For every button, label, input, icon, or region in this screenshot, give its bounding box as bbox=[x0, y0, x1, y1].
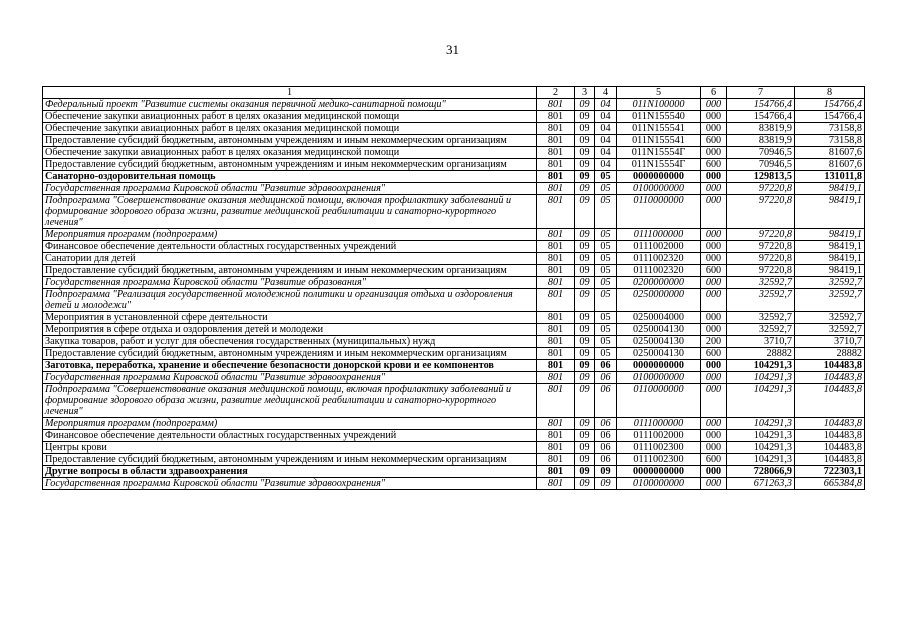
table-row bbox=[43, 229, 865, 241]
target-article-cell: 0111002000 bbox=[617, 430, 701, 442]
admin-code-cell: 801 bbox=[537, 99, 575, 111]
expense-type-cell: 000 bbox=[701, 442, 727, 454]
expense-type-cell: 600 bbox=[701, 159, 727, 171]
amount-year1-cell: 97220,8 bbox=[727, 183, 795, 195]
amount-year1-cell: 104291,3 bbox=[727, 360, 795, 372]
target-article-cell: 0250004000 bbox=[617, 312, 701, 324]
section-cell: 09 bbox=[575, 478, 595, 490]
section-cell: 09 bbox=[575, 384, 595, 418]
table-row bbox=[43, 135, 865, 147]
section-cell: 09 bbox=[575, 348, 595, 360]
target-article-cell: 0111000000 bbox=[617, 229, 701, 241]
subsection-cell: 06 bbox=[595, 360, 617, 372]
row-name-cell: Мероприятия в установленной сфере деятельности bbox=[43, 312, 537, 324]
amount-year2-cell: 32592,7 bbox=[795, 324, 865, 336]
amount-year2-cell: 32592,7 bbox=[795, 289, 865, 312]
admin-code-cell: 801 bbox=[537, 360, 575, 372]
amount-year2-cell: 81607,6 bbox=[795, 147, 865, 159]
expense-type-cell: 000 bbox=[701, 324, 727, 336]
admin-code-cell: 801 bbox=[537, 277, 575, 289]
amount-year2-cell: 3710,7 bbox=[795, 336, 865, 348]
subsection-cell: 05 bbox=[595, 265, 617, 277]
expense-type-cell: 000 bbox=[701, 183, 727, 195]
amount-year1-cell: 32592,7 bbox=[727, 289, 795, 312]
section-cell: 09 bbox=[575, 430, 595, 442]
expense-type-cell: 000 bbox=[701, 466, 727, 478]
target-article-cell: 0111000000 bbox=[617, 418, 701, 430]
section-cell: 09 bbox=[575, 312, 595, 324]
subsection-cell: 05 bbox=[595, 336, 617, 348]
amount-year2-cell: 32592,7 bbox=[795, 277, 865, 289]
amount-year2-cell: 104483,8 bbox=[795, 442, 865, 454]
target-article-cell: 0111002320 bbox=[617, 265, 701, 277]
target-article-cell: 0200000000 bbox=[617, 277, 701, 289]
amount-year1-cell: 70946,5 bbox=[727, 147, 795, 159]
admin-code-cell: 801 bbox=[537, 265, 575, 277]
subsection-cell: 05 bbox=[595, 195, 617, 229]
table-body bbox=[43, 99, 865, 490]
amount-year2-cell: 98419,1 bbox=[795, 265, 865, 277]
row-name-cell: Подпрограмма "Совершенствование оказания медицинской помощи, включая профилактику заболеваний и формирование здорового образа жизни, развитие медицинской реабилитации и санаторно-курортного лечения" bbox=[43, 384, 537, 418]
row-name-cell: Государственная программа Кировской области "Развитие здравоохранения" bbox=[43, 372, 537, 384]
row-name-cell: Финансовое обеспечение деятельности областных государственных учреждений bbox=[43, 241, 537, 253]
admin-code-cell: 801 bbox=[537, 372, 575, 384]
amount-year1-cell: 70946,5 bbox=[727, 159, 795, 171]
admin-code-cell: 801 bbox=[537, 478, 575, 490]
table-row bbox=[43, 372, 865, 384]
table-row bbox=[43, 336, 865, 348]
amount-year1-cell: 97220,8 bbox=[727, 241, 795, 253]
expense-type-cell: 000 bbox=[701, 123, 727, 135]
amount-year2-cell: 81607,6 bbox=[795, 159, 865, 171]
expense-type-cell: 000 bbox=[701, 384, 727, 418]
expense-type-cell: 000 bbox=[701, 289, 727, 312]
admin-code-cell: 801 bbox=[537, 466, 575, 478]
subsection-cell: 05 bbox=[595, 289, 617, 312]
amount-year1-cell: 104291,3 bbox=[727, 418, 795, 430]
amount-year1-cell: 32592,7 bbox=[727, 324, 795, 336]
expense-type-cell: 200 bbox=[701, 336, 727, 348]
amount-year2-cell: 104483,8 bbox=[795, 372, 865, 384]
section-cell: 09 bbox=[575, 324, 595, 336]
expense-type-cell: 600 bbox=[701, 265, 727, 277]
amount-year2-cell: 722303,1 bbox=[795, 466, 865, 478]
amount-year2-cell: 131011,8 bbox=[795, 171, 865, 183]
target-article-cell: 011N15554Г bbox=[617, 147, 701, 159]
section-cell: 09 bbox=[575, 135, 595, 147]
amount-year1-cell: 32592,7 bbox=[727, 277, 795, 289]
header-cell: 1 bbox=[43, 87, 537, 99]
row-name-cell: Предоставление субсидий бюджетным, автономным учреждениям и иным некоммерческим организациям bbox=[43, 159, 537, 171]
table-row bbox=[43, 454, 865, 466]
admin-code-cell: 801 bbox=[537, 336, 575, 348]
section-cell: 09 bbox=[575, 265, 595, 277]
table-row bbox=[43, 442, 865, 454]
section-cell: 09 bbox=[575, 159, 595, 171]
admin-code-cell: 801 bbox=[537, 454, 575, 466]
amount-year2-cell: 104483,8 bbox=[795, 454, 865, 466]
table-row bbox=[43, 277, 865, 289]
subsection-cell: 06 bbox=[595, 418, 617, 430]
row-name-cell: Мероприятия программ (подпрограмм) bbox=[43, 229, 537, 241]
row-name-cell: Предоставление субсидий бюджетным, автономным учреждениям и иным некоммерческим организациям bbox=[43, 135, 537, 147]
section-cell: 09 bbox=[575, 253, 595, 265]
target-article-cell: 011N155540 bbox=[617, 111, 701, 123]
amount-year1-cell: 671263,3 bbox=[727, 478, 795, 490]
section-cell: 09 bbox=[575, 147, 595, 159]
amount-year2-cell: 32592,7 bbox=[795, 312, 865, 324]
subsection-cell: 05 bbox=[595, 324, 617, 336]
table-row bbox=[43, 348, 865, 360]
row-name-cell: Санаторно-оздоровительная помощь bbox=[43, 171, 537, 183]
target-article-cell: 011N155541 bbox=[617, 135, 701, 147]
target-article-cell: 0000000000 bbox=[617, 171, 701, 183]
expense-type-cell: 000 bbox=[701, 147, 727, 159]
admin-code-cell: 801 bbox=[537, 241, 575, 253]
budget-table bbox=[42, 86, 865, 490]
section-cell: 09 bbox=[575, 289, 595, 312]
subsection-cell: 06 bbox=[595, 454, 617, 466]
table-row bbox=[43, 195, 865, 229]
row-name-cell: Предоставление субсидий бюджетным, автономным учреждениям и иным некоммерческим организациям bbox=[43, 454, 537, 466]
row-name-cell: Санатории для детей bbox=[43, 253, 537, 265]
amount-year2-cell: 104483,8 bbox=[795, 384, 865, 418]
amount-year2-cell: 154766,4 bbox=[795, 99, 865, 111]
admin-code-cell: 801 bbox=[537, 195, 575, 229]
amount-year1-cell: 104291,3 bbox=[727, 454, 795, 466]
amount-year2-cell: 98419,1 bbox=[795, 183, 865, 195]
admin-code-cell: 801 bbox=[537, 348, 575, 360]
target-article-cell: 0100000000 bbox=[617, 183, 701, 195]
expense-type-cell: 000 bbox=[701, 229, 727, 241]
row-name-cell: Предоставление субсидий бюджетным, автономным учреждениям и иным некоммерческим организациям bbox=[43, 265, 537, 277]
subsection-cell: 06 bbox=[595, 372, 617, 384]
section-cell: 09 bbox=[575, 99, 595, 111]
row-name-cell: Обеспечение закупки авиационных работ в целях оказания медицинской помощи bbox=[43, 123, 537, 135]
target-article-cell: 0100000000 bbox=[617, 478, 701, 490]
target-article-cell: 0250004130 bbox=[617, 336, 701, 348]
amount-year2-cell: 104483,8 bbox=[795, 418, 865, 430]
row-name-cell: Государственная программа Кировской области "Развитие здравоохранения" bbox=[43, 183, 537, 195]
amount-year1-cell: 728066,9 bbox=[727, 466, 795, 478]
subsection-cell: 04 bbox=[595, 111, 617, 123]
admin-code-cell: 801 bbox=[537, 135, 575, 147]
expense-type-cell: 000 bbox=[701, 171, 727, 183]
expense-type-cell: 000 bbox=[701, 195, 727, 229]
amount-year1-cell: 104291,3 bbox=[727, 384, 795, 418]
amount-year2-cell: 104483,8 bbox=[795, 360, 865, 372]
amount-year2-cell: 73158,8 bbox=[795, 135, 865, 147]
section-cell: 09 bbox=[575, 241, 595, 253]
subsection-cell: 06 bbox=[595, 442, 617, 454]
subsection-cell: 05 bbox=[595, 241, 617, 253]
section-cell: 09 bbox=[575, 229, 595, 241]
table-row bbox=[43, 418, 865, 430]
table-row bbox=[43, 430, 865, 442]
admin-code-cell: 801 bbox=[537, 183, 575, 195]
table-row bbox=[43, 360, 865, 372]
subsection-cell: 05 bbox=[595, 229, 617, 241]
target-article-cell: 0111002320 bbox=[617, 253, 701, 265]
table-row bbox=[43, 253, 865, 265]
table-row bbox=[43, 265, 865, 277]
amount-year1-cell: 28882 bbox=[727, 348, 795, 360]
row-name-cell: Мероприятия в сфере отдыха и оздоровления детей и молодежи bbox=[43, 324, 537, 336]
expense-type-cell: 000 bbox=[701, 430, 727, 442]
amount-year1-cell: 97220,8 bbox=[727, 265, 795, 277]
subsection-cell: 04 bbox=[595, 99, 617, 111]
amount-year1-cell: 83819,9 bbox=[727, 123, 795, 135]
subsection-cell: 06 bbox=[595, 430, 617, 442]
expense-type-cell: 000 bbox=[701, 99, 727, 111]
expense-type-cell: 000 bbox=[701, 312, 727, 324]
amount-year2-cell: 98419,1 bbox=[795, 241, 865, 253]
amount-year1-cell: 97220,8 bbox=[727, 253, 795, 265]
target-article-cell: 0100000000 bbox=[617, 372, 701, 384]
table-row bbox=[43, 324, 865, 336]
expense-type-cell: 000 bbox=[701, 360, 727, 372]
target-article-cell: 011N15554Г bbox=[617, 159, 701, 171]
subsection-cell: 04 bbox=[595, 147, 617, 159]
target-article-cell: 011N155541 bbox=[617, 123, 701, 135]
row-name-cell: Подпрограмма "Реализация государственной молодежной политики и организация отдыха и оздоровления детей и молодежи" bbox=[43, 289, 537, 312]
row-name-cell: Обеспечение закупки авиационных работ в целях оказания медицинской помощи bbox=[43, 147, 537, 159]
expense-type-cell: 000 bbox=[701, 111, 727, 123]
expense-type-cell: 000 bbox=[701, 478, 727, 490]
table-row bbox=[43, 111, 865, 123]
admin-code-cell: 801 bbox=[537, 111, 575, 123]
header-cell: 4 bbox=[595, 87, 617, 99]
section-cell: 09 bbox=[575, 454, 595, 466]
section-cell: 09 bbox=[575, 277, 595, 289]
section-cell: 09 bbox=[575, 360, 595, 372]
amount-year2-cell: 98419,1 bbox=[795, 195, 865, 229]
section-cell: 09 bbox=[575, 372, 595, 384]
row-name-cell: Мероприятия программ (подпрограмм) bbox=[43, 418, 537, 430]
amount-year1-cell: 97220,8 bbox=[727, 195, 795, 229]
target-article-cell: 0250004130 bbox=[617, 324, 701, 336]
amount-year2-cell: 98419,1 bbox=[795, 253, 865, 265]
section-cell: 09 bbox=[575, 442, 595, 454]
subsection-cell: 06 bbox=[595, 384, 617, 418]
expense-type-cell: 000 bbox=[701, 372, 727, 384]
page-number: 31 bbox=[446, 42, 459, 57]
target-article-cell: 0111002000 bbox=[617, 241, 701, 253]
amount-year1-cell: 83819,9 bbox=[727, 135, 795, 147]
expense-type-cell: 600 bbox=[701, 135, 727, 147]
subsection-cell: 04 bbox=[595, 159, 617, 171]
table-row bbox=[43, 289, 865, 312]
section-cell: 09 bbox=[575, 336, 595, 348]
subsection-cell: 04 bbox=[595, 135, 617, 147]
row-name-cell: Государственная программа Кировской области "Развитие образования" bbox=[43, 277, 537, 289]
section-cell: 09 bbox=[575, 418, 595, 430]
subsection-cell: 05 bbox=[595, 183, 617, 195]
section-cell: 09 bbox=[575, 123, 595, 135]
admin-code-cell: 801 bbox=[537, 147, 575, 159]
subsection-cell: 09 bbox=[595, 466, 617, 478]
header-cell: 6 bbox=[701, 87, 727, 99]
target-article-cell: 0000000000 bbox=[617, 360, 701, 372]
amount-year1-cell: 3710,7 bbox=[727, 336, 795, 348]
table-header-row bbox=[43, 87, 865, 99]
expense-type-cell: 000 bbox=[701, 241, 727, 253]
row-name-cell: Федеральный проект "Развитие системы оказания первичной медико-санитарной помощи" bbox=[43, 99, 537, 111]
amount-year1-cell: 104291,3 bbox=[727, 442, 795, 454]
target-article-cell: 0000000000 bbox=[617, 466, 701, 478]
table-row bbox=[43, 241, 865, 253]
expense-type-cell: 000 bbox=[701, 277, 727, 289]
expense-type-cell: 600 bbox=[701, 348, 727, 360]
table-row bbox=[43, 99, 865, 111]
target-article-cell: 0110000000 bbox=[617, 195, 701, 229]
table-row bbox=[43, 159, 865, 171]
subsection-cell: 04 bbox=[595, 123, 617, 135]
subsection-cell: 09 bbox=[595, 478, 617, 490]
row-name-cell: Финансовое обеспечение деятельности областных государственных учреждений bbox=[43, 430, 537, 442]
admin-code-cell: 801 bbox=[537, 430, 575, 442]
target-article-cell: 0250000000 bbox=[617, 289, 701, 312]
admin-code-cell: 801 bbox=[537, 123, 575, 135]
row-name-cell: Предоставление субсидий бюджетным, автономным учреждениям и иным некоммерческим организациям bbox=[43, 348, 537, 360]
target-article-cell: 0111002300 bbox=[617, 454, 701, 466]
target-article-cell: 011N100000 bbox=[617, 99, 701, 111]
subsection-cell: 05 bbox=[595, 348, 617, 360]
subsection-cell: 05 bbox=[595, 253, 617, 265]
row-name-cell: Центры крови bbox=[43, 442, 537, 454]
table-row bbox=[43, 123, 865, 135]
admin-code-cell: 801 bbox=[537, 171, 575, 183]
expense-type-cell: 000 bbox=[701, 253, 727, 265]
admin-code-cell: 801 bbox=[537, 418, 575, 430]
amount-year2-cell: 104483,8 bbox=[795, 430, 865, 442]
amount-year1-cell: 104291,3 bbox=[727, 430, 795, 442]
header-cell: 3 bbox=[575, 87, 595, 99]
header-cell: 5 bbox=[617, 87, 701, 99]
header-cell: 2 bbox=[537, 87, 575, 99]
admin-code-cell: 801 bbox=[537, 253, 575, 265]
amount-year1-cell: 154766,4 bbox=[727, 111, 795, 123]
header-cell: 8 bbox=[795, 87, 865, 99]
subsection-cell: 05 bbox=[595, 277, 617, 289]
admin-code-cell: 801 bbox=[537, 229, 575, 241]
row-name-cell: Закупка товаров, работ и услуг для обеспечения государственных (муниципальных) нужд bbox=[43, 336, 537, 348]
subsection-cell: 05 bbox=[595, 171, 617, 183]
section-cell: 09 bbox=[575, 195, 595, 229]
admin-code-cell: 801 bbox=[537, 312, 575, 324]
header-cell: 7 bbox=[727, 87, 795, 99]
row-name-cell: Обеспечение закупки авиационных работ в целях оказания медицинской помощи bbox=[43, 111, 537, 123]
row-name-cell: Другие вопросы в области здравоохранения bbox=[43, 466, 537, 478]
amount-year2-cell: 28882 bbox=[795, 348, 865, 360]
section-cell: 09 bbox=[575, 183, 595, 195]
table-row bbox=[43, 147, 865, 159]
admin-code-cell: 801 bbox=[537, 159, 575, 171]
table-row bbox=[43, 466, 865, 478]
target-article-cell: 0250004130 bbox=[617, 348, 701, 360]
amount-year1-cell: 32592,7 bbox=[727, 312, 795, 324]
expense-type-cell: 600 bbox=[701, 454, 727, 466]
table-row bbox=[43, 384, 865, 418]
admin-code-cell: 801 bbox=[537, 289, 575, 312]
admin-code-cell: 801 bbox=[537, 442, 575, 454]
table-row bbox=[43, 312, 865, 324]
section-cell: 09 bbox=[575, 171, 595, 183]
amount-year2-cell: 73158,8 bbox=[795, 123, 865, 135]
table-row bbox=[43, 183, 865, 195]
admin-code-cell: 801 bbox=[537, 384, 575, 418]
target-article-cell: 0110000000 bbox=[617, 384, 701, 418]
amount-year2-cell: 154766,4 bbox=[795, 111, 865, 123]
amount-year2-cell: 665384,8 bbox=[795, 478, 865, 490]
table-row bbox=[43, 171, 865, 183]
table-row bbox=[43, 478, 865, 490]
amount-year1-cell: 129813,5 bbox=[727, 171, 795, 183]
section-cell: 09 bbox=[575, 466, 595, 478]
row-name-cell: Государственная программа Кировской области "Развитие здравоохранения" bbox=[43, 478, 537, 490]
row-name-cell: Заготовка, переработка, хранение и обеспечение безопасности донорской крови и ее компонентов bbox=[43, 360, 537, 372]
amount-year2-cell: 98419,1 bbox=[795, 229, 865, 241]
amount-year1-cell: 104291,3 bbox=[727, 372, 795, 384]
target-article-cell: 0111002300 bbox=[617, 442, 701, 454]
section-cell: 09 bbox=[575, 111, 595, 123]
row-name-cell: Подпрограмма "Совершенствование оказания медицинской помощи, включая профилактику заболеваний и формирование здорового образа жизни, развитие медицинской реабилитации и санаторно-курортного лечения" bbox=[43, 195, 537, 229]
admin-code-cell: 801 bbox=[537, 324, 575, 336]
amount-year1-cell: 97220,8 bbox=[727, 229, 795, 241]
expense-type-cell: 000 bbox=[701, 418, 727, 430]
amount-year1-cell: 154766,4 bbox=[727, 99, 795, 111]
subsection-cell: 05 bbox=[595, 312, 617, 324]
